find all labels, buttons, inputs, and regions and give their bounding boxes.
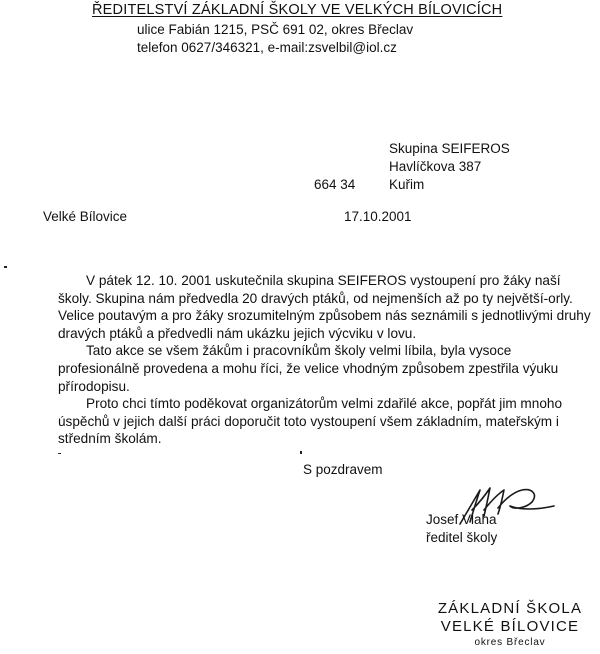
recipient-postcode: 664 34 [314,177,356,192]
recipient-line1: Skupina SEIFEROS [389,141,510,156]
scan-speck [4,266,7,268]
stamp-line1: ZÁKLADNÍ ŠKOLA [437,600,583,617]
signatory-name: Josef Vlaha [426,512,497,527]
body-paragraph-2: Tato akce se všem žákům i pracovníkům školy velmi líbila, byla vysoce profesionálně provedena a mohu říci, že velice vhodným způsobem zpestřila výuku přírodopisu. [58,343,559,394]
place: Velké Bílovice [43,209,128,224]
scan-speck [300,451,302,454]
stamp-line2: VELKÉ BÍLOVICE [440,618,580,635]
school-stamp [420,600,600,650]
scan-speck [58,453,61,454]
stamp-line3: okres Břeclav [474,637,546,648]
letter-body [58,272,594,448]
letterhead-name: ŘEDITELSTVÍ ZÁKLADNÍ ŠKOLY VE VELKÝCH BÍLOVICÍCH [92,2,503,18]
body-paragraph-3: Proto chci tímto poděkovat organizátorům velmi zdařilé akce, popřát jim mnoho úspěchů v jejich další práci doporučit toto vystoupení všem základním, mateřským i středním školám. [58,396,563,447]
body-paragraph-1: V pátek 12. 10. 2001 uskutečnila skupina SEIFEROS vystoupení pro žáky naší školy. Skupina nám předvedla 20 dravých ptáků, od nejmenších až po ty největší-orly. Velice poutavým a pro žáky srozumitelným způsobem nás seznámili s jednotlivými druhy dravých ptáků a předvedli nám ukázku jejich výcviku v lovu. [58,273,591,341]
recipient-city: Kuřim [389,177,425,192]
letterhead-contact: telefon 0627/346321, e-mail:zsvelbil@iol.cz [137,40,397,55]
recipient-line2: Havlíčkova 387 [389,159,482,174]
letterhead-address: ulice Fabián 1215, PSČ 691 02, okres Břeclav [137,22,414,37]
closing: S pozdravem [303,462,383,477]
date: 17.10.2001 [344,209,412,224]
signatory-title: ředitel školy [426,530,498,545]
